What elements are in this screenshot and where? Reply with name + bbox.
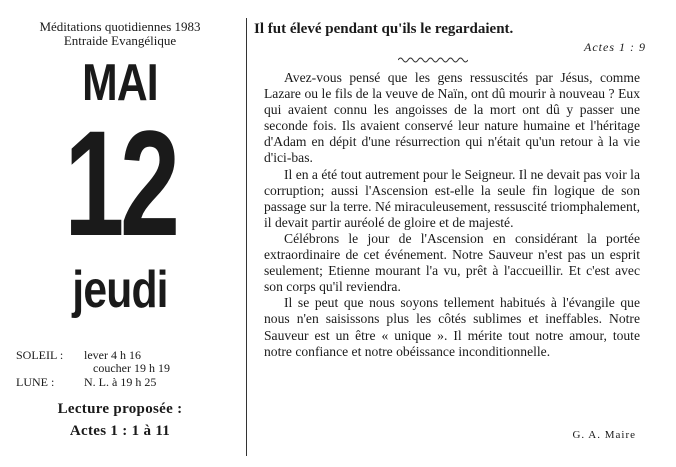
paragraph: Il se peut que nous soyons tellement habitués à l'évangile que nous n'en saisissons plus les côtés sublimes et ineffables. Notre Sauveur est un être « unique ». Il mérite tout notre amour, toute notre confiance et notre obéissance inconditionnelle.: [264, 295, 640, 359]
calendar-panel: [0, 0, 240, 467]
sun-label: SOLEIL :: [16, 348, 64, 362]
reading-title: Lecture proposée :: [57, 401, 183, 417]
moon-phase: N. L. à 19 h 25: [84, 375, 157, 389]
verse-title: Il fut élevé pendant qu'ils le regardaient.: [254, 21, 514, 37]
paragraph: Célébrons le jour de l'Ascension en considérant la portée extraordinaire de cet événement. Notre Sauveur n'est pas un esprit seulement; Etienne mourant l'a vu, prêt à l'accueillir. Et c'est avec son corps qu'il reviendra.: [264, 230, 640, 295]
reading-reference: Actes 1 : 1 à 11: [69, 423, 171, 439]
wave-ornament-icon: [398, 56, 468, 64]
moon-label: LUNE :: [16, 375, 55, 389]
column-divider: [246, 18, 247, 456]
sunrise-time: lever 4 h 16: [84, 348, 141, 362]
paragraph: Avez-vous pensé que les gens ressuscités par Jésus, comme Lazare ou le fils de la veuve de Naïn, ont dû mourir à nouveau ? Eux qui avaient connu les angoisses de la mort ont dû y passer une seconde fois. Ils avaient conservé leur nature humaine et l'héritage d'Adam en dépit d'une résurrection qui n'était qu'un retour à la vie d'ici-bas.: [264, 70, 640, 166]
month-label: MAI: [82, 54, 158, 112]
day-number: 12: [64, 99, 176, 267]
sunset-time: coucher 19 h 19: [93, 361, 170, 375]
weekday-label: jeudi: [72, 261, 168, 319]
publication-title: Méditations quotidiennes 1983: [39, 19, 201, 34]
author-signature: G. A. Maire: [572, 429, 636, 441]
meditation-body: [264, 70, 640, 360]
paragraph: Il en a été tout autrement pour le Seigneur. Il ne devait pas voir la corruption; aussi l'Ascension est-elle la seule fin logique de son passage sur la terre. Né miraculeusement, ressuscité triomphalement, il devait partir auréolé de gloire et de majesté.: [264, 166, 640, 230]
publisher-name: Entraide Evangélique: [63, 33, 177, 48]
verse-reference: Actes 1 : 9: [584, 40, 646, 54]
meditation-panel: [250, 0, 676, 467]
